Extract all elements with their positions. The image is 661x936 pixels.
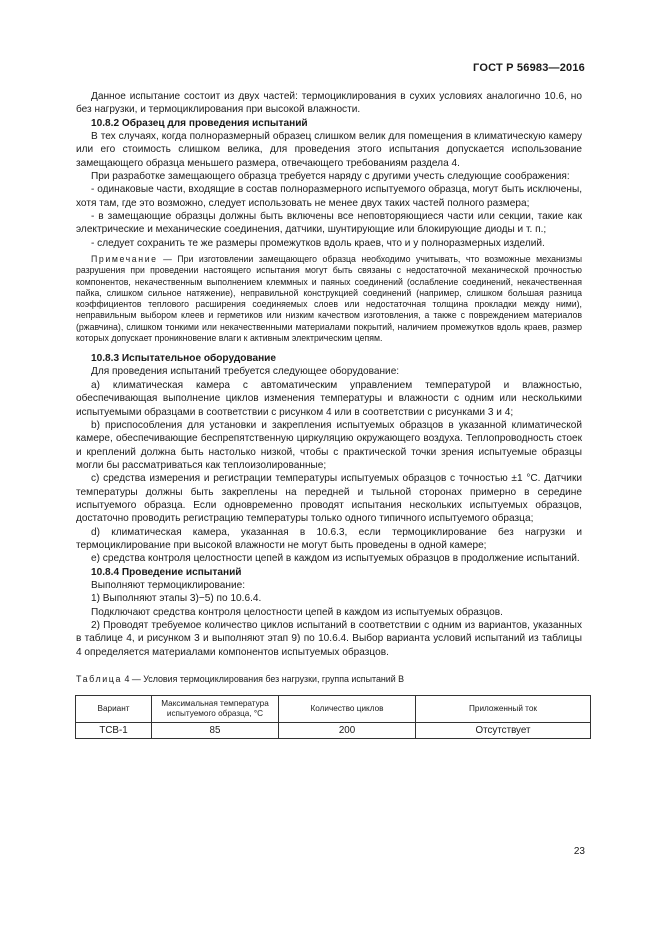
paragraph: При разработке замещающего образца требуется наряду с другими учесть следующие соображения:: [91, 171, 570, 183]
table-cell: Отсутствует: [416, 723, 591, 739]
section-heading-10-8-3: 10.8.3 Испытательное оборудование: [91, 353, 276, 365]
table-cell: 85: [152, 723, 279, 739]
list-item: - одинаковые части, входящие в состав полноразмерного испытуемого образца, могут быть исключены, хотя там, где это возможно, следует использовать не менее двух таких частей полного размера;: [76, 184, 582, 209]
column-header: Количество циклов: [279, 696, 416, 723]
paragraph: Данное испытание состоит из двух частей: термоциклирования в сухих условиях аналогично 10.6, но без нагрузки, и термоциклирования при высокой влажности.: [76, 91, 582, 116]
page-number: 23: [573, 846, 585, 857]
section-heading-10-8-2: 10.8.2 Образец для проведения испытаний: [91, 117, 308, 129]
list-item: - следует сохранить те же размеры промежутков вдоль краев, что и у полноразмерных изделий.: [91, 237, 545, 249]
table-caption-label: Таблица: [76, 674, 122, 685]
paragraph: 1) Выполняют этапы 3)−5) по 10.6.4.: [91, 593, 262, 605]
paragraph: Для проведения испытаний требуется следующее оборудование:: [91, 366, 400, 378]
list-item: c) средства измерения и регистрации температуры испытуемых образцов с точностью ±1 °C. Датчики температуры должны быть закреплены на передней и тыльной сторонах примерно в середине испытуемого образца. Если одновременно проводят испытания нескольких испытуемых образцов, достаточно проводить регистрацию температуры только одного типичного испытуемого образца;: [76, 473, 582, 525]
document-body: [76, 90, 582, 739]
paragraph: Подключают средства контроля целостности цепей в каждом из испытуемых образцов.: [91, 606, 503, 618]
paragraph: В тех случаях, когда полноразмерный образец слишком велик для помещения в климатическую камеру или его стоимость слишком велика, для проведения этого испытания допускается использование замещающего образца меньшего размера, отвечающего требованиям раздела 4.: [76, 131, 582, 169]
list-item: b) приспособления для установки и закрепления испытуемых образцов в указанной климатической камере, обеспечивающие беспрепятственную циркуляцию окружающего воздуха. Теплопроводность стоек и креплений должна быть настолько низкой, чтобы с практической точки зрения испытуемые образцы могли бы рассматриваться как теплоизолированные;: [76, 419, 582, 471]
list-item: - в замещающие образцы должны быть включены все неповторяющиеся части или секции, такие как электрические и механические соединения, датчики, шунтирующие или блокирующие диоды и т. п.;: [76, 211, 582, 236]
table-row: [76, 723, 591, 739]
table-cell: ТСВ-1: [76, 723, 152, 739]
column-header: Вариант: [76, 696, 152, 723]
note: [76, 254, 582, 344]
list-item: a) климатическая камера с автоматическим управлением температурой и влажностью, обеспечивающая выполнение циклов изменения температуры и влажности с одним или несколькими испытуемыми образцами в соответствии с рисунком 4 или в соответствии с рисунками 3 и 4;: [76, 379, 582, 418]
standard-number: ГОСТ Р 56983—2016: [473, 62, 585, 74]
paragraph: 2) Проводят требуемое количество циклов испытаний в соответствии с одним из вариантов, указанных в таблице 4, и рисунком 3 и выполняют этап 9) по 10.6.4. Выбор варианта условий испытаний из таблицы 4 определяется материалами компонентов испытуемых образцов.: [76, 620, 582, 658]
table-cell: 200: [279, 723, 416, 739]
list-item: d) климатическая камера, указанная в 10.6.3, если термоциклирование без нагрузки и термоциклирование при высокой влажности не могут быть проведены в одной камере;: [76, 526, 582, 551]
column-header: Приложенный ток: [416, 696, 591, 723]
note-text: — При изготовлении замещающего образца необходимо учитывать, что возможные механизмы разрушения при проведении настоящего испытания могут быть связаны с недостаточной механической прочностью компонентов, некачественным выполнением клеммных и паяных соединений (ослабление соединений, некачественная пайка, слишком сильное натяжение), неправильной конструкцией соединений (например, слишком большая разница коэффициентов теплового расширения соединяемых слоев или недостаточная толщина прокладки между ними), неправильным выбором клеев и герметиков или низким качеством изготовления, а также с повреждением материалов (ржавчина), слишком тонкими или некачественными материалами покрытий, наличием промежутков вдоль краев, размер которых допускает проникновение влаги к активным электрическим цепям.: [76, 254, 582, 343]
conditions-table: [75, 695, 591, 739]
note-label: Примечание: [91, 254, 158, 265]
table-caption-text: 4 — Условия термоциклирования без нагрузки, группа испытаний B: [122, 674, 405, 685]
list-item: e) средства контроля целостности цепей в каждом из испытуемых образцов в продолжение испытаний.: [91, 553, 580, 565]
table-caption: [76, 673, 582, 686]
section-heading-10-8-4: 10.8.4 Проведение испытаний: [91, 566, 242, 578]
column-header: Максимальная температура испытуемого образца, °C: [152, 696, 279, 723]
table-header-row: [76, 696, 591, 723]
paragraph: Выполняют термоциклирование:: [91, 579, 246, 591]
